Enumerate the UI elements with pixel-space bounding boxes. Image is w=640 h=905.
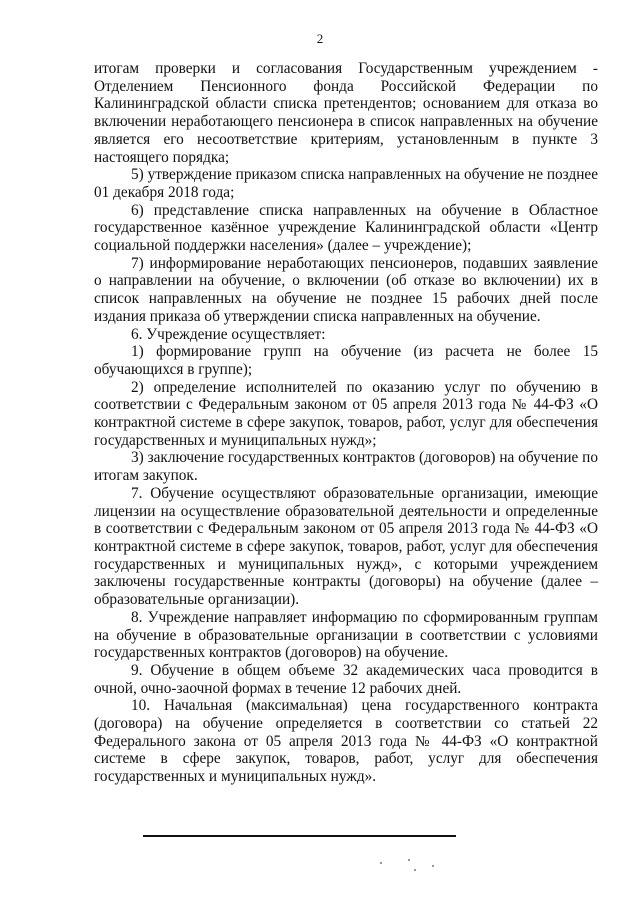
paragraph-continuation: итогам проверки и согласования Государственным учреждением - Отделением Пенсионного фонда Российской Федерации по Калининградской области списка претендентов; основанием для отказа во включении неработающего пенсионера в список направленных на обучение является его несоответствие критериям, установленным в пункте 3 настоящего порядка; bbox=[94, 60, 598, 166]
page-number: 2 bbox=[316, 31, 324, 46]
scan-noise-dots bbox=[370, 856, 450, 876]
section-6-heading: 6. Учреждение осуществляет: bbox=[131, 325, 326, 343]
section-6-item-3: 3) заключение государственных контрактов (договоров) на обучение по итогам закупок. bbox=[94, 449, 598, 485]
end-divider-line bbox=[143, 835, 456, 837]
section-6-item-2: 2) определение исполнителей по оказанию услуг по обучению в соответствии с Федеральным законом от 05 апреля 2013 года № 44-ФЗ «О контрактной системе в сфере закупок, товаров, работ, услуг для обеспечения государственных и муниципальных нужд»; bbox=[94, 378, 598, 449]
section-8: 8. Учреждение направляет информацию по сформированным группам на обучение в образовательные организации в соответствии с условиями государственных контрактов (договоров) на обучение. bbox=[94, 608, 598, 662]
section-7: 7. Обучение осуществляют образовательные организации, имеющие лицензии на осуществление образовательной деятельности и определенные в соответствии с Федеральным законом от 05 апреля 2013 года № 44-ФЗ «О контрактной системе в сфере закупок, товаров, работ, услуг для обеспечения государственных и муниципальных нужд», с которыми учреждением заключены государственные контракты (договоры) на обучение (далее – образовательные организации). bbox=[94, 484, 598, 609]
section-6-item-1: 1) формирование групп на обучение (из расчета не более 15 обучающихся в группе); bbox=[94, 343, 598, 378]
section-9: 9. Обучение в общем объеме 32 академических часа проводится в очной, очно-заочной формах в течение 12 рабочих дней. bbox=[94, 661, 598, 697]
paragraph-item-7: 7) информирование неработающих пенсионеров, подавших заявление о направлении на обучение, о включении (об отказе во включении) их в список направленных на обучение не позднее 15 рабочих дней после издания приказа об утверждении списка направленных на обучение. bbox=[94, 254, 598, 325]
paragraph-item-6: 6) представление списка направленных на обучение в Областное государственное казённое учреждение Калининградской области «Центр социальной поддержки населения» (далее – учреждение); bbox=[94, 201, 598, 255]
document-body bbox=[94, 60, 598, 786]
section-10: 10. Начальная (максимальная) цена государственного контракта (договора) на обучение определяется в соответствии со статьей 22 Федерального закона от 05 апреля 2013 года № 44-ФЗ «О контрактной системе в сфере закупок, товаров, работ, услуг для обеспечения государственных и муниципальных нужд». bbox=[94, 697, 598, 786]
paragraph-item-5: 5) утверждение приказом списка направленных на обучение не позднее 01 декабря 2018 года; bbox=[94, 166, 598, 201]
